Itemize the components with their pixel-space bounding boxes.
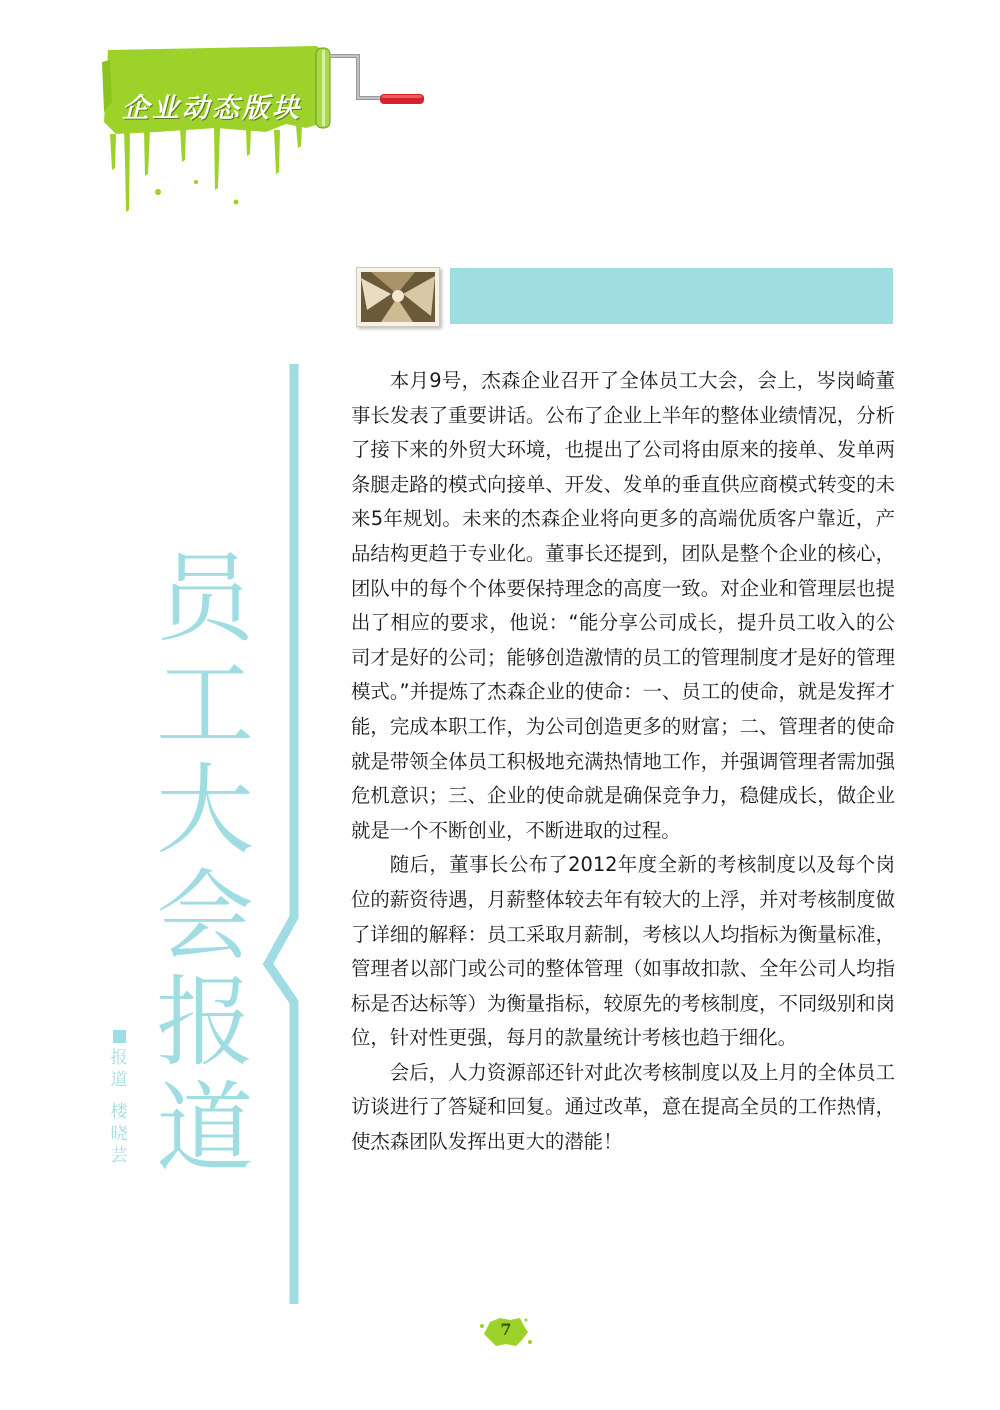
title-char: 会	[155, 860, 254, 974]
title-char: 工	[155, 648, 254, 762]
page-number-text: 7	[500, 1320, 512, 1339]
title-char: 员	[155, 542, 254, 656]
article-paragraph: 本月9号，杰森企业召开了全体员工大会，会上，岑岗崎董事长发表了重要讲话。公布了企业上半年的整体业绩情况，分析了接下来的外贸大环境，也提出了公司将由原来的接单、发单两条腿走路的模式向接单、开发、发单的垂直供应商模式转变的未来5年规划。未来的杰森企业将向更多的高端优质客户靠近，产品结构更趋于专业化。董事长还提到，团队是整个企业的核心，团队中的每个个体要保持理念的高度一致。对企业和管理层也提出了相应的要求，他说：“能分享公司成长，提升员工收入的公司才是好的公司；能够创造激情的员工的管理制度才是好的管理模式。”并提炼了杰森企业的使命：一、员工的使命，就是发挥才能，完成本职工作，为公司创造更多的财富；二、管理者的使命就是带领全体员工积极地充满热情地工作，并强调管理者需加强危机意识；三、企业的使命就是确保竞争力，稳健成长，做企业就是一个不断创业，不断进取的过程。	[351, 369, 895, 842]
paint-roller-icon	[96, 42, 436, 217]
team-hands-icon	[361, 272, 435, 322]
title-char: 报	[155, 966, 254, 1080]
title-char: 道	[155, 1072, 254, 1186]
section-banner-title: 企业动态版块	[122, 93, 302, 124]
page-number	[476, 1312, 536, 1352]
article-body	[351, 364, 895, 1160]
article-paragraph: 会后，人力资源部还针对此次考核制度以及上月的全体员工访谈进行了答疑和回复。通过改革，意在提高全员的工作热情，使杰森团队发挥出更大的潜能！	[351, 1060, 895, 1154]
article-title-vertical	[150, 542, 260, 1186]
reporter-name: 楼晓芸	[110, 1102, 128, 1166]
reporter-label: 报道	[110, 1048, 128, 1090]
hands-together-photo	[356, 267, 440, 327]
title-char: 大	[155, 754, 254, 868]
bullet-square-icon	[113, 1030, 126, 1043]
section-banner	[96, 42, 436, 217]
article-paragraph: 随后，董事长公布了2012年度全新的考核制度以及每个岗位的薪资待遇，月薪整体较去年有较大的上浮，并对考核制度做了详细的解释：员工采取月薪制，考核以人均指标为衡量标准，管理者以部门或公司的整体管理（如事故扣款、全年公司人均指标是否达标等）为衡量指标，较原先的考核制度，不同级别和岗位，针对性更强，每月的款量统计考核也趋于细化。	[351, 853, 895, 1050]
article-header-bar	[450, 268, 893, 324]
reporter-credit	[106, 1030, 132, 1167]
